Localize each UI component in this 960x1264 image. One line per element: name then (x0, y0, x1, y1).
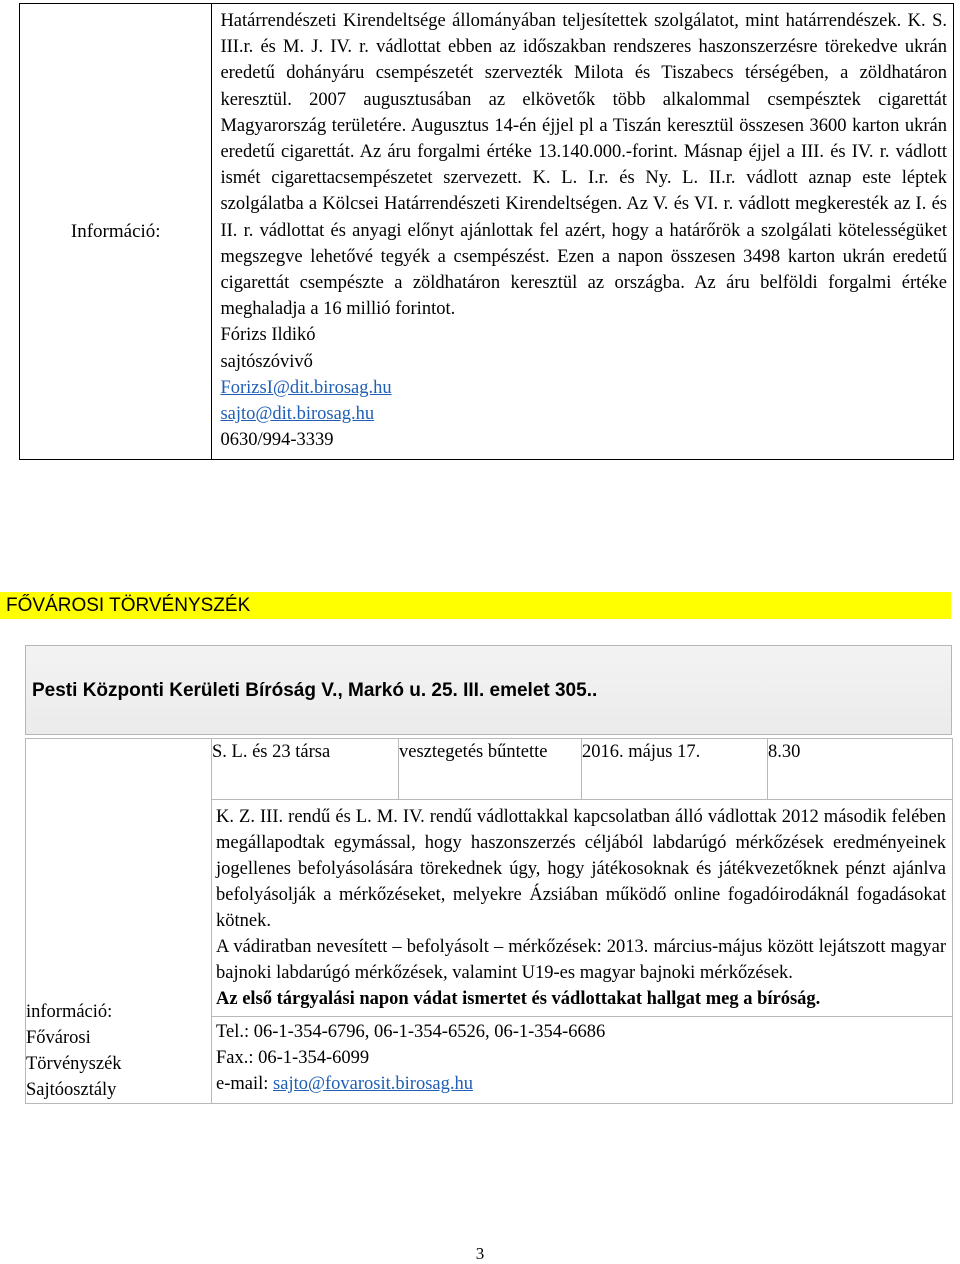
email-link-2[interactable]: sajto@dit.birosag.hu (220, 404, 375, 425)
contact-phone: 0630/994-3339 (220, 430, 334, 451)
case-tel: Tel.: 06-1-354-6796, 06-1-354-6526, 06-1-354-6686 (216, 1022, 606, 1042)
court-box (25, 645, 952, 735)
time-cell (768, 739, 953, 800)
case-charge: vesztegetés bűntette (399, 742, 548, 762)
contact-role: sajtószóvivő (220, 351, 313, 372)
case-paragraph: Határrendészeti Kirendeltsége állományában teljesítettek szolgálatot, mint határrendészek. K. S. III.r. és M. J. IV. r. vádlottat ebben az időszakban rendszeres haszonszerzésre törekedve ukrán eredetű dohányáru csempészetét szervezték Milota és Tiszabecs térségében, a zöldhatáron keresztül. 2007 augusztusában az elkövetők több alkalommal csempésztek cigarettát Magyarország területére. Augusztus 14-én éjjel pl a Tiszán keresztül összesen 3600 karton ukrán eredetű cigarettát. Az áru forgalmi értéke 13.140.000.-forint. Másnap éjjel a III. és IV. r. vádlott ismét cigarettacsempészetet szervezett. K. L. I.r. és Ny. L. II.r. vádlott aznap este léptek szolgálatba a Kölcsei Határrendészeti Kirendeltségen. Az V. és VI. r. vádlott megkeresték az I. és II. r. vádlottat és anyagi előnyt ajánlottak fel azért, hogy a határőrök a szolgálati kötelességüket megszegve lehetővé tegyék a csempészést. Ezen a napon összesen 3498 karton ukrán eredetű cigarettát csempészte a zöldhatáron keresztül az országba. Az áru belföldi forgalmi értéke meghaladja a 16 millió forintot. (220, 11, 947, 320)
case-defendant: S. L. és 23 társa (212, 742, 331, 762)
case-info-org3: Sajtóosztály (26, 1080, 117, 1100)
section-header: FŐVÁROSI TÖRVÉNYSZÉK (0, 592, 951, 619)
case-info-org2: Törvényszék (26, 1054, 122, 1074)
case-table (25, 738, 953, 1104)
case-bold-note: Az első tárgyalási napon vádat ismertet és vádlottakat hallgat meg a bíróság. (216, 989, 821, 1009)
case-body-cell (212, 800, 953, 1104)
case-fax: Fax.: 06-1-354-6099 (216, 1048, 370, 1068)
info-table-1 (19, 3, 954, 460)
case-info-org1: Fővárosi (26, 1028, 91, 1048)
email-link-1[interactable]: ForizsI@dit.birosag.hu (220, 377, 392, 398)
case-email-label: e-mail: (216, 1074, 274, 1094)
info-label: Információ: (70, 221, 161, 243)
case-email-link[interactable]: sajto@fovarosit.birosag.hu (273, 1074, 473, 1094)
case-description: K. Z. III. rendű és L. M. IV. rendű vádlottakkal kapcsolatban álló vádlottak 2012 második felében megállapodtak egymással, hogy haszonszerzés céljából labdarúgó mérkőzések eredményeinek jogellenes befolyásolására törekednek úgy, hogy játékosoknak és játékvezetőknek pénzt ajánlva befolyásolják a mérkőzéseket, melyekre Ázsiában működő online fogadóirodáknál fogadásokat kötnek. (216, 807, 946, 931)
case-info-label-cell (26, 739, 212, 1104)
contact-name: Fórizs Ildikó (220, 325, 316, 346)
info-body-cell (212, 4, 954, 460)
case-time: 8.30 (768, 742, 801, 762)
case-info-label: információ: (26, 1002, 113, 1022)
case-date: 2016. május 17. (582, 742, 701, 762)
case-description-2: A vádiratban nevesített – befolyásolt – mérkőzések: 2013. március-május között lejátszott magyar bajnoki labdarúgó mérkőzések, valamint U19-es magyar bajnoki mérkőzések. (216, 937, 946, 983)
defendant-cell (212, 739, 399, 800)
court-title: Pesti Központi Kerületi Bíróság V., Markó u. 25. III. emelet 305.. (32, 680, 598, 701)
page-number: 3 (475, 1244, 485, 1263)
info-label-cell (20, 4, 212, 460)
date-cell (582, 739, 768, 800)
charge-cell (399, 739, 582, 800)
